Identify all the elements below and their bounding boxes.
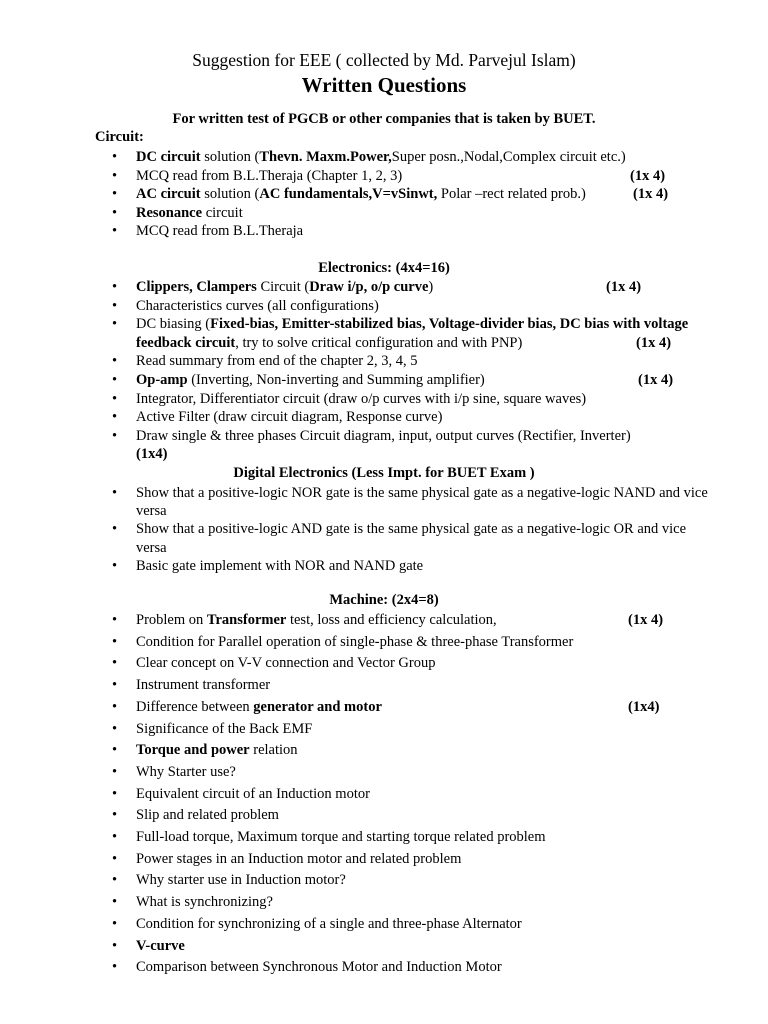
section-heading-circuit: Circuit:: [95, 129, 144, 145]
machine-list-item: [0, 936, 768, 958]
machine-list-item: [0, 805, 768, 827]
item-text: Circuit (: [256, 279, 310, 295]
bold-text: Fixed-bias, Emitter-stabilized bias, Voltage-divider bias, DC bias with voltage feedback circuit: [136, 316, 689, 351]
machine-list-item: [0, 610, 768, 632]
marks-label: (1x 4): [630, 167, 666, 184]
section-heading-electronics: Electronics: (4x4=16): [318, 260, 450, 276]
item-text: circuit: [202, 204, 243, 221]
item-text: Show that a positive-logic AND gate is the same physical gate as a negative-logic OR and vice versa: [136, 521, 687, 556]
machine-list-item: [0, 849, 768, 871]
digital-list-item: [0, 484, 768, 520]
digital-list-item: [0, 557, 768, 575]
item-text: Condition for Parallel operation of single-phase & three-phase Transformer: [136, 633, 574, 650]
circuit-list: [0, 148, 768, 241]
document-subtitle: For written test of PGCB or other companies that is taken by BUET.: [172, 111, 596, 127]
section-heading-machine: Machine: (2x4=8): [329, 592, 439, 608]
bold-text: Clippers, Clampers: [136, 279, 257, 295]
marks-label: (1x 4): [606, 279, 642, 295]
item-text: Slip and related problem: [136, 807, 279, 824]
machine-list-item: [0, 914, 768, 936]
bold-text: Thevn. Maxm.Power,: [259, 149, 392, 165]
electronics-list-item: [0, 297, 768, 316]
machine-list-item: [0, 892, 768, 914]
electronics-list-item: [0, 315, 768, 352]
bold-text: AC fundamentals,V=vSinwt,: [259, 186, 438, 203]
marks-label: (1x4): [628, 698, 660, 715]
item-text: solution (: [200, 186, 260, 203]
item-text: Basic gate implement with NOR and NAND gate: [136, 557, 424, 574]
marks-label: (1x4): [136, 446, 168, 463]
bold-text: Op-amp: [136, 371, 188, 388]
bold-text: Draw i/p, o/p curve: [309, 279, 429, 295]
machine-list-item: [0, 957, 768, 979]
marks-label: (1x 4): [628, 612, 664, 628]
circuit-list-item: [0, 167, 768, 186]
item-text: MCQ read from B.L.Theraja: [136, 223, 304, 240]
item-text: Integrator, Differentiator circuit (draw o/p curves with i/p sine, square waves): [136, 390, 587, 407]
circuit-list-item: [0, 222, 768, 241]
bold-text: V-curve: [136, 937, 185, 954]
machine-list-item: [0, 827, 768, 849]
document-title: Written Questions: [301, 73, 467, 97]
circuit-list-item: [0, 204, 768, 223]
item-text: Polar –rect related prob.): [437, 186, 586, 203]
bold-text: AC circuit: [136, 186, 201, 203]
section-heading-digital: Digital Electronics (Less Impt. for BUET Exam ): [233, 465, 535, 481]
machine-list-item: [0, 632, 768, 654]
electronics-list: [0, 278, 768, 464]
circuit-list-item: [0, 148, 768, 167]
electronics-list-item: [0, 427, 768, 464]
item-text: Significance of the Back EMF: [136, 720, 313, 737]
digital-list: [0, 484, 768, 575]
electronics-list-item: [0, 352, 768, 371]
machine-list-item: [0, 740, 768, 762]
electronics-list-item: [0, 390, 768, 409]
item-text: solution (: [200, 149, 260, 165]
item-text: MCQ read from B.L.Theraja (Chapter 1, 2, 3): [136, 167, 403, 184]
marks-label: (1x 4): [638, 371, 674, 388]
electronics-list-item: [0, 278, 768, 297]
item-text: Problem on: [136, 612, 207, 628]
item-text: Show that a positive-logic NOR gate is the same physical gate as a negative-logic NAND and vice versa: [136, 485, 708, 520]
item-text: , try to solve critical configuration and with PNP): [235, 334, 523, 351]
item-text: Condition for synchronizing of a single and three-phase Alternator: [136, 915, 522, 932]
machine-list: [0, 610, 768, 979]
item-text: What is synchronizing?: [136, 894, 273, 911]
item-text: Super posn.,Nodal,Complex circuit etc.): [391, 149, 626, 165]
item-text: Clear concept on V-V connection and Vector Group: [136, 655, 436, 672]
machine-list-item: [0, 719, 768, 741]
item-text: Difference between: [136, 698, 254, 715]
machine-list-item: [0, 870, 768, 892]
item-text: Characteristics curves (all configurations): [136, 297, 379, 314]
machine-list-item: [0, 675, 768, 697]
digital-list-item: [0, 520, 768, 556]
item-text: relation: [249, 742, 298, 759]
bold-text: Transformer: [206, 612, 287, 628]
document-source-line: Suggestion for EEE ( collected by Md. Parvejul Islam): [192, 50, 576, 70]
machine-list-item: [0, 653, 768, 675]
item-text: Power stages in an Induction motor and related problem: [136, 850, 462, 867]
item-text: Read summary from end of the chapter 2, 3, 4, 5: [136, 353, 418, 370]
electronics-list-item: [0, 371, 768, 390]
item-text: Comparison between Synchronous Motor and Induction Motor: [136, 959, 502, 976]
machine-list-item: [0, 697, 768, 719]
item-text: ): [428, 279, 434, 295]
marks-label: (1x 4): [636, 334, 672, 351]
item-text: Active Filter (draw circuit diagram, Response curve): [136, 409, 443, 426]
item-text: DC biasing (: [136, 316, 211, 333]
machine-list-item: [0, 762, 768, 784]
marks-label: (1x 4): [633, 186, 669, 203]
bold-text: Resonance: [136, 204, 203, 221]
item-text: Draw single & three phases Circuit diagram, input, output curves (Rectifier, Inverter): [136, 427, 631, 444]
bold-text: Torque and power: [136, 742, 250, 759]
electronics-list-item: [0, 408, 768, 427]
circuit-list-item: [0, 185, 768, 204]
item-text: test, loss and efficiency calculation,: [286, 612, 497, 628]
item-text: Instrument transformer: [136, 677, 271, 694]
bold-text: DC circuit: [136, 149, 201, 165]
item-text: Equivalent circuit of an Induction motor: [136, 785, 370, 802]
machine-list-item: [0, 784, 768, 806]
item-text: (Inverting, Non-inverting and Summing amplifier): [187, 371, 485, 388]
bold-text: generator and motor: [253, 698, 382, 715]
item-text: Full-load torque, Maximum torque and starting torque related problem: [136, 829, 546, 846]
item-text: Why Starter use?: [136, 763, 236, 780]
item-text: Why starter use in Induction motor?: [136, 872, 346, 889]
